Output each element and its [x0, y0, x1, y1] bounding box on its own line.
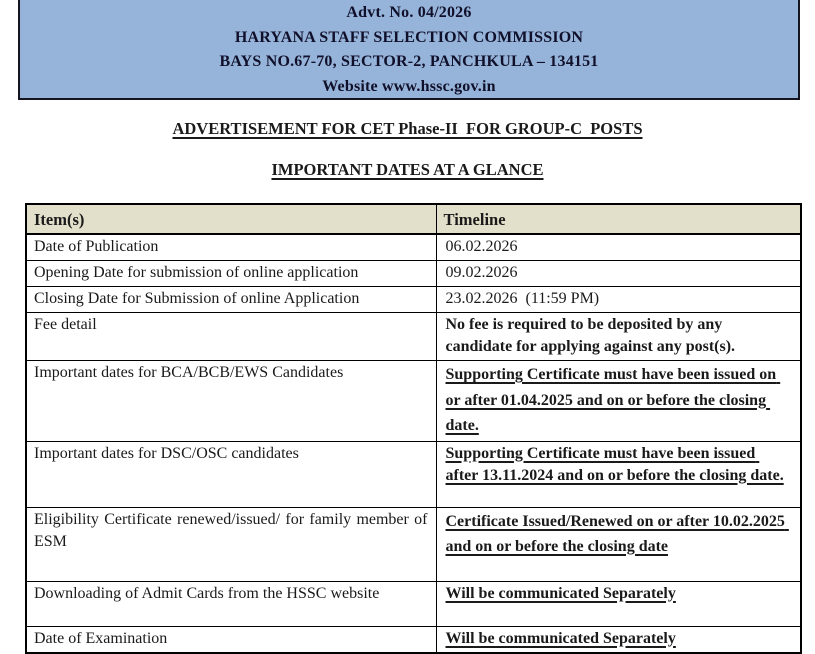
important-dates-heading: IMPORTANT DATES AT A GLANCE — [271, 160, 544, 179]
item-column-header: Item(s) — [26, 204, 436, 234]
address-line: BAYS NO.67-70, SECTOR-2, PANCHKULA – 134151 — [219, 53, 599, 70]
timeline-cell: 06.02.2026 — [436, 234, 801, 261]
table-row — [26, 361, 801, 442]
item-cell: Eligibility Certificate renewed/issued/ for family member of ESM — [26, 507, 436, 581]
website-line: Website www.hssc.gov.in — [322, 77, 496, 95]
advt-number-line: Advt. No. 04/2026 — [346, 4, 472, 21]
table-row — [26, 313, 801, 361]
table-row — [26, 234, 801, 261]
advertisement-title: ADVERTISEMENT FOR CET Phase-II FOR GROUP-C POSTS — [172, 119, 643, 138]
timeline-cell: 23.02.2026 (11:59 PM) — [436, 287, 801, 313]
timeline-cell: Supporting Certificate must have been issued on or after 01.04.2025 and on or before the closing date. — [436, 361, 801, 442]
timeline-cell: Certificate Issued/Renewed on or after 10.02.2025 and on or before the closing date — [436, 507, 801, 581]
item-cell: Important dates for DSC/OSC candidates — [26, 441, 436, 507]
item-cell: Date of Examination — [26, 626, 436, 653]
dates-table-body — [26, 234, 801, 653]
table-row — [26, 441, 801, 507]
table-row — [26, 261, 801, 287]
headings-block — [0, 100, 815, 180]
table-row — [26, 581, 801, 626]
timeline-cell: Will be communicated Separately — [436, 581, 801, 626]
important-dates-table — [25, 203, 802, 654]
item-cell: Date of Publication — [26, 234, 436, 261]
table-header-row — [26, 204, 801, 234]
timeline-cell: No fee is required to be deposited by any candidate for applying against any post(s). — [436, 313, 801, 361]
commission-name-line: HARYANA STAFF SELECTION COMMISSION — [234, 28, 584, 46]
commission-header-banner — [18, 0, 800, 100]
table-row — [26, 507, 801, 581]
timeline-cell: Supporting Certificate must have been issued after 13.11.2024 and on or before the closing date. — [436, 441, 801, 507]
item-cell: Opening Date for submission of online application — [26, 261, 436, 287]
item-cell: Fee detail — [26, 313, 436, 361]
table-row — [26, 287, 801, 313]
timeline-column-header: Timeline — [436, 204, 801, 234]
table-row — [26, 626, 801, 653]
item-cell: Important dates for BCA/BCB/EWS Candidates — [26, 361, 436, 442]
timeline-cell: 09.02.2026 — [436, 261, 801, 287]
timeline-cell: Will be communicated Separately — [436, 626, 801, 653]
item-cell: Closing Date for Submission of online Application — [26, 287, 436, 313]
item-cell: Downloading of Admit Cards from the HSSC website — [26, 581, 436, 626]
